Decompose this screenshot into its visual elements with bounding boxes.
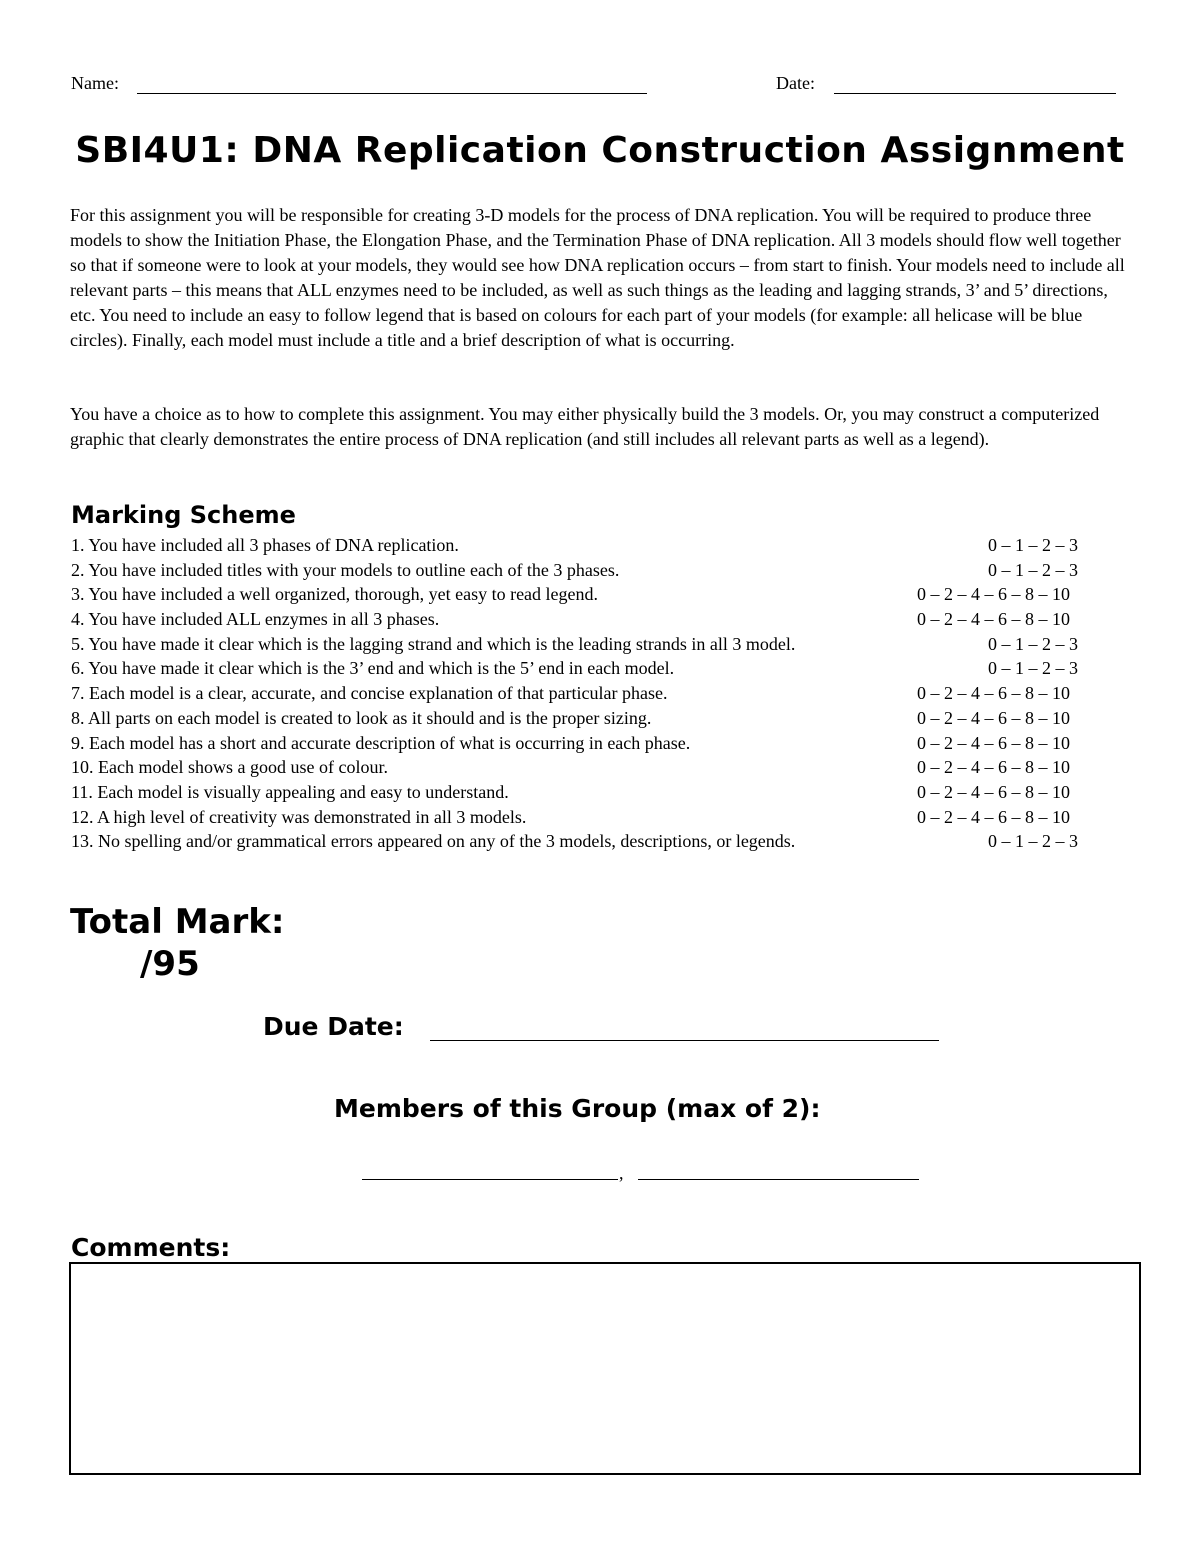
marking-scheme-item [71, 558, 1131, 583]
member-1-field[interactable] [362, 1179, 618, 1180]
marking-scheme-item [71, 533, 1131, 558]
marking-score: 0 – 1 – 2 – 3 [988, 658, 1078, 679]
date-field[interactable] [834, 93, 1116, 94]
name-field[interactable] [137, 93, 647, 94]
member-2-field[interactable] [638, 1179, 919, 1180]
total-mark-value: /95 [140, 944, 200, 984]
marking-score: 0 – 1 – 2 – 3 [988, 559, 1078, 580]
marking-scheme-item [71, 829, 1131, 854]
marking-criterion: 2. You have included titles with your models to outline each of the 3 phases. [71, 559, 620, 580]
comments-box[interactable] [69, 1262, 1141, 1475]
total-mark-label: Total Mark: [70, 902, 285, 942]
marking-criterion: 4. You have included ALL enzymes in all 3 phases. [71, 609, 440, 630]
page-title: SBI4U1: DNA Replication Construction Assignment [75, 130, 1125, 171]
marking-criterion: 8. All parts on each model is created to look as it should and is the proper sizing. [71, 707, 652, 728]
marking-score: 0 – 2 – 4 – 6 – 8 – 10 [917, 609, 1070, 630]
marking-criterion: 12. A high level of creativity was demonstrated in all 3 models. [71, 806, 527, 827]
marking-scheme-item [71, 706, 1131, 731]
marking-criterion: 13. No spelling and/or grammatical errors appeared on any of the 3 models, descriptions, or legends. [71, 831, 796, 852]
comments-label: Comments: [71, 1233, 231, 1262]
intro-paragraph-1: For this assignment you will be responsible for creating 3-D models for the process of DNA replication. You will be required to produce three models to show the Initiation Phase, the Elongation Phase, and the Termination Phase of DNA replication. All 3 models should flow well together so that if someone were to look at your models, they would see how DNA replication occurs – from start to finish. Your models need to include all relevant parts – this means that ALL enzymes need to be included, as well as such things as the leading and lagging strands, 3’ and 5’ directions, etc. You need to include an easy to follow legend that is based on colours for each part of your models (for example: all helicase will be blue circles). Finally, each model must include a title and a brief description of what is occurring. [70, 205, 1125, 350]
marking-scheme-heading: Marking Scheme [71, 501, 296, 529]
marking-criterion: 1. You have included all 3 phases of DNA replication. [71, 535, 459, 555]
marking-score: 0 – 1 – 2 – 3 [988, 535, 1078, 555]
name-label: Name: [71, 73, 119, 93]
marking-score: 0 – 2 – 4 – 6 – 8 – 10 [917, 757, 1070, 778]
marking-criterion: 5. You have made it clear which is the lagging strand and which is the leading strands in all 3 model. [71, 633, 796, 654]
members-separator: , [619, 1163, 624, 1183]
marking-scheme-item [71, 582, 1131, 607]
marking-score: 0 – 2 – 4 – 6 – 8 – 10 [917, 707, 1070, 728]
marking-criterion: 11. Each model is visually appealing and easy to understand. [71, 781, 509, 802]
marking-scheme-item [71, 607, 1131, 632]
marking-scheme-item [71, 681, 1131, 706]
members-label: Members of this Group (max of 2): [334, 1094, 821, 1123]
marking-scheme-item [71, 656, 1131, 681]
marking-score: 0 – 2 – 4 – 6 – 8 – 10 [917, 683, 1070, 704]
marking-criterion: 9. Each model has a short and accurate description of what is occurring in each phase. [71, 732, 691, 753]
marking-criterion: 3. You have included a well organized, thorough, yet easy to read legend. [71, 584, 599, 605]
marking-score: 0 – 2 – 4 – 6 – 8 – 10 [917, 806, 1070, 827]
marking-scheme-item [71, 755, 1131, 780]
marking-criterion: 10. Each model shows a good use of colour. [71, 757, 388, 778]
due-date-field[interactable] [430, 1040, 939, 1041]
marking-score: 0 – 2 – 4 – 6 – 8 – 10 [917, 781, 1070, 802]
marking-scheme-item [71, 632, 1131, 657]
marking-score: 0 – 1 – 2 – 3 [988, 831, 1078, 852]
marking-scheme-item [71, 731, 1131, 756]
marking-scheme-item [71, 805, 1131, 830]
marking-score: 0 – 2 – 4 – 6 – 8 – 10 [917, 732, 1070, 753]
intro-paragraph-2: You have a choice as to how to complete this assignment. You may either physically build the 3 models. Or, you may construct a computerized graphic that clearly demonstrates the entire process of DNA replication (and still includes all relevant parts as well as a legend). [70, 404, 1100, 449]
marking-criterion: 7. Each model is a clear, accurate, and concise explanation of that particular phase. [71, 683, 668, 704]
marking-score: 0 – 2 – 4 – 6 – 8 – 10 [917, 584, 1070, 605]
marking-score: 0 – 1 – 2 – 3 [988, 633, 1078, 654]
marking-scheme-list [71, 533, 1131, 854]
marking-criterion: 6. You have made it clear which is the 3’ end and which is the 5’ end in each model. [71, 658, 675, 679]
date-label: Date: [776, 73, 815, 93]
marking-scheme-item [71, 780, 1131, 805]
due-date-label: Due Date: [263, 1012, 404, 1041]
